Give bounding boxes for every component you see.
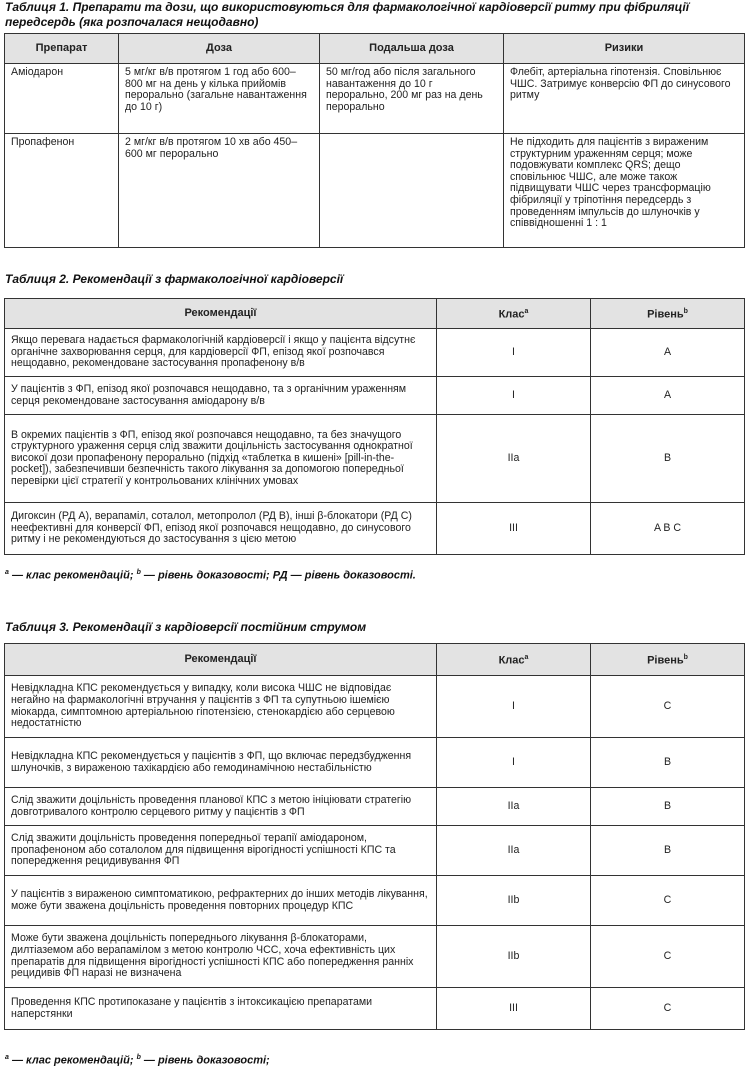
table3-header-level bbox=[591, 644, 745, 676]
table3-header-class-mark: a bbox=[524, 653, 529, 661]
level-value: A bbox=[591, 377, 745, 415]
table1-cell: 50 мг/год або після загального навантаження до 10 г перорально, 200 мг раз на день перорально bbox=[320, 64, 504, 134]
footnote-mark-a: a bbox=[5, 569, 9, 576]
table2-header-level bbox=[591, 299, 745, 329]
table2-header-recommendations: Рекомендації bbox=[5, 299, 437, 329]
table2-header-class-label: Клас bbox=[498, 308, 525, 321]
recommendation-text: У пацієнтів з вираженою симптоматикою, рефрактерних до інших методів лікування, може бути зважена доцільність проведення повторних процедур КПС bbox=[5, 876, 437, 926]
table-row bbox=[5, 826, 745, 876]
table2-footnote bbox=[5, 566, 416, 583]
table3-footnote bbox=[5, 1051, 270, 1068]
table1-cell bbox=[320, 134, 504, 248]
table3-header-row bbox=[5, 644, 745, 676]
recommendation-text: Проведення КПС протипоказане у пацієнтів з інтоксикацією препаратами наперстянки bbox=[5, 988, 437, 1030]
table2-header-class bbox=[437, 299, 591, 329]
table-row bbox=[5, 988, 745, 1030]
class-value: IIa bbox=[437, 788, 591, 826]
recommendation-text: Дигоксин (РД А), верапаміл, соталол, метопролол (РД В), інші β-блокатори (РД С) неефективні для конверсії ФП, епізод якої розпочався нещодавно, до синусового ритму і не рекомендуються до застосування з цією метою bbox=[5, 503, 437, 555]
table1-cell: 5 мг/кг в/в протягом 1 год або 600–800 мг на день у кілька прийомів перорально (загальне навантаження до 10 г) bbox=[119, 64, 320, 134]
table-row bbox=[5, 788, 745, 826]
table1-cell: Не підходить для пацієнтів з вираженим структурним ураженням серця; може подовжувати комплекс QRS; дещо сповільнює ЧШС, але може також підвищувати ЧШС через трансформацію фібриляції у тріпотіння передсердь з проведенням імпульсів до шлуночків у співвідношенні 1 : 1 bbox=[504, 134, 745, 248]
recommendation-text: Слід зважити доцільність проведення попередньої терапії аміодароном, пропафеноном або соталолом для підвищення вірогідності успішності КПС та попередження рецидивування ФП bbox=[5, 826, 437, 876]
recommendation-text: Невідкладна КПС рекомендується у випадку, коли висока ЧШС не відповідає негайно на фармакологічні втручання у пацієнтів з ФП та супутньою ішемією міокарда, симптомною артеріальною гіпотензією, стенокардією або серцевою недостатністю bbox=[5, 676, 437, 738]
table1-caption: Таблиця 1. Препарати та дози, що використовуються для фармакологічної кардіоверсії ритму при фібриляції передсердь (яка розпочалася нещодавно) bbox=[5, 0, 690, 29]
table1-cell: Аміодарон bbox=[5, 64, 119, 134]
footnote-text-a: — клас рекомендацій; bbox=[8, 1054, 137, 1067]
recommendation-text: Може бути зважена доцільність попереднього лікування β-блокаторами, дилтіаземом або верапамілом з метою контролю ЧСС, хоча ефективність цих препаратів для підвищення вірогідності успішності КПС або попередження ранніх рецидивів ФП наразі не визначена bbox=[5, 926, 437, 988]
recommendation-text: Слід зважити доцільність проведення планової КПС з метою ініціювати стратегію довготривалого контролю серцевого ритму у пацієнтів з ФП bbox=[5, 788, 437, 826]
table1-cell: Пропафенон bbox=[5, 134, 119, 248]
table2-caption: Таблиця 2. Рекомендації з фармакологічної кардіоверсії bbox=[5, 272, 344, 286]
level-value: C bbox=[591, 676, 745, 738]
level-value: C bbox=[591, 926, 745, 988]
table3-header-class-label: Клас bbox=[498, 654, 525, 667]
footnote-text-a: — клас рекомендацій; bbox=[8, 569, 137, 582]
class-value: IIa bbox=[437, 826, 591, 876]
class-value: I bbox=[437, 738, 591, 788]
class-value: I bbox=[437, 329, 591, 377]
table-row bbox=[5, 329, 745, 377]
table1-header-dose: Доза bbox=[119, 34, 320, 64]
footnote-text-b: — рівень доказовості; bbox=[140, 1054, 270, 1067]
table1 bbox=[4, 33, 745, 248]
recommendation-text: Якщо перевага надається фармакологічній кардіоверсії і якщо у пацієнта відсутнє органічне захворювання серця, для кардіоверсії ФП, епізод якої розпочався нещодавно, рекомендоване застосування пропафенону в/в bbox=[5, 329, 437, 377]
table3-caption: Таблиця 3. Рекомендації з кардіоверсії постійним струмом bbox=[5, 620, 367, 634]
table-row bbox=[5, 738, 745, 788]
table3-header-class bbox=[437, 644, 591, 676]
table2 bbox=[4, 298, 745, 555]
footnote-text-b: — рівень доказовості; РД — рівень доказовості. bbox=[140, 569, 416, 582]
table-row bbox=[5, 377, 745, 415]
table2-header-level-label: Рівень bbox=[647, 308, 684, 321]
class-value: IIa bbox=[437, 415, 591, 503]
table1-header-drug: Препарат bbox=[5, 34, 119, 64]
level-value: C bbox=[591, 876, 745, 926]
footnote-mark-a: a bbox=[5, 1054, 9, 1061]
table-row bbox=[5, 503, 745, 555]
table2-header-level-mark: b bbox=[683, 307, 688, 315]
footnote-mark-b: b bbox=[136, 1054, 141, 1061]
class-value: I bbox=[437, 377, 591, 415]
level-value: B bbox=[591, 826, 745, 876]
recommendation-text: Невідкладна КПС рекомендується у пацієнтів з ФП, що включає передзбудження шлуночків, з вираженою тахікардією або гемодинамічною нестабільністю bbox=[5, 738, 437, 788]
table1-cell: Флебіт, артеріальна гіпотензія. Сповільнює ЧШС. Затримує конверсію ФП до синусового ритму bbox=[504, 64, 745, 134]
level-value: A bbox=[591, 329, 745, 377]
class-value: III bbox=[437, 988, 591, 1030]
table-row bbox=[5, 876, 745, 926]
table3-header-recommendations: Рекомендації bbox=[5, 644, 437, 676]
recommendation-text: У пацієнтів з ФП, епізод якої розпочався нещодавно, та з органічним ураженням серця рекомендоване застосування аміодарону в/в bbox=[5, 377, 437, 415]
table3-header-level-mark: b bbox=[683, 653, 688, 661]
class-value: IIb bbox=[437, 926, 591, 988]
level-value: B bbox=[591, 415, 745, 503]
table-row bbox=[5, 134, 745, 248]
class-value: I bbox=[437, 676, 591, 738]
class-value: III bbox=[437, 503, 591, 555]
recommendation-text: В окремих пацієнтів з ФП, епізод якої розпочався нещодавно, та без значущого структурного ураження серця слід зважити доцільність застосування однократної високої дози пропафенону перорально (підхід «таблетка в кишені» [pill-in-the-pocket]), забезпечивши безпечність такого лікування за допомогою попередньої перевірки цієї стратегії у контрольованих клінічних умовах bbox=[5, 415, 437, 503]
table-row bbox=[5, 926, 745, 988]
table-row bbox=[5, 676, 745, 738]
table2-header-class-mark: a bbox=[524, 307, 529, 315]
level-value: B bbox=[591, 738, 745, 788]
table1-header-next-dose: Подальша доза bbox=[320, 34, 504, 64]
level-value: A B C bbox=[591, 503, 745, 555]
table1-header-row bbox=[5, 34, 745, 64]
table-row bbox=[5, 415, 745, 503]
level-value: B bbox=[591, 788, 745, 826]
class-value: IIb bbox=[437, 876, 591, 926]
table1-cell: 2 мг/кг в/в протягом 10 хв або 450–600 мг перорально bbox=[119, 134, 320, 248]
table-row bbox=[5, 64, 745, 134]
footnote-mark-b: b bbox=[136, 569, 141, 576]
level-value: C bbox=[591, 988, 745, 1030]
table3-header-level-label: Рівень bbox=[647, 654, 684, 667]
table3 bbox=[4, 643, 745, 1030]
table1-header-risks: Ризики bbox=[504, 34, 745, 64]
table2-header-row bbox=[5, 299, 745, 329]
